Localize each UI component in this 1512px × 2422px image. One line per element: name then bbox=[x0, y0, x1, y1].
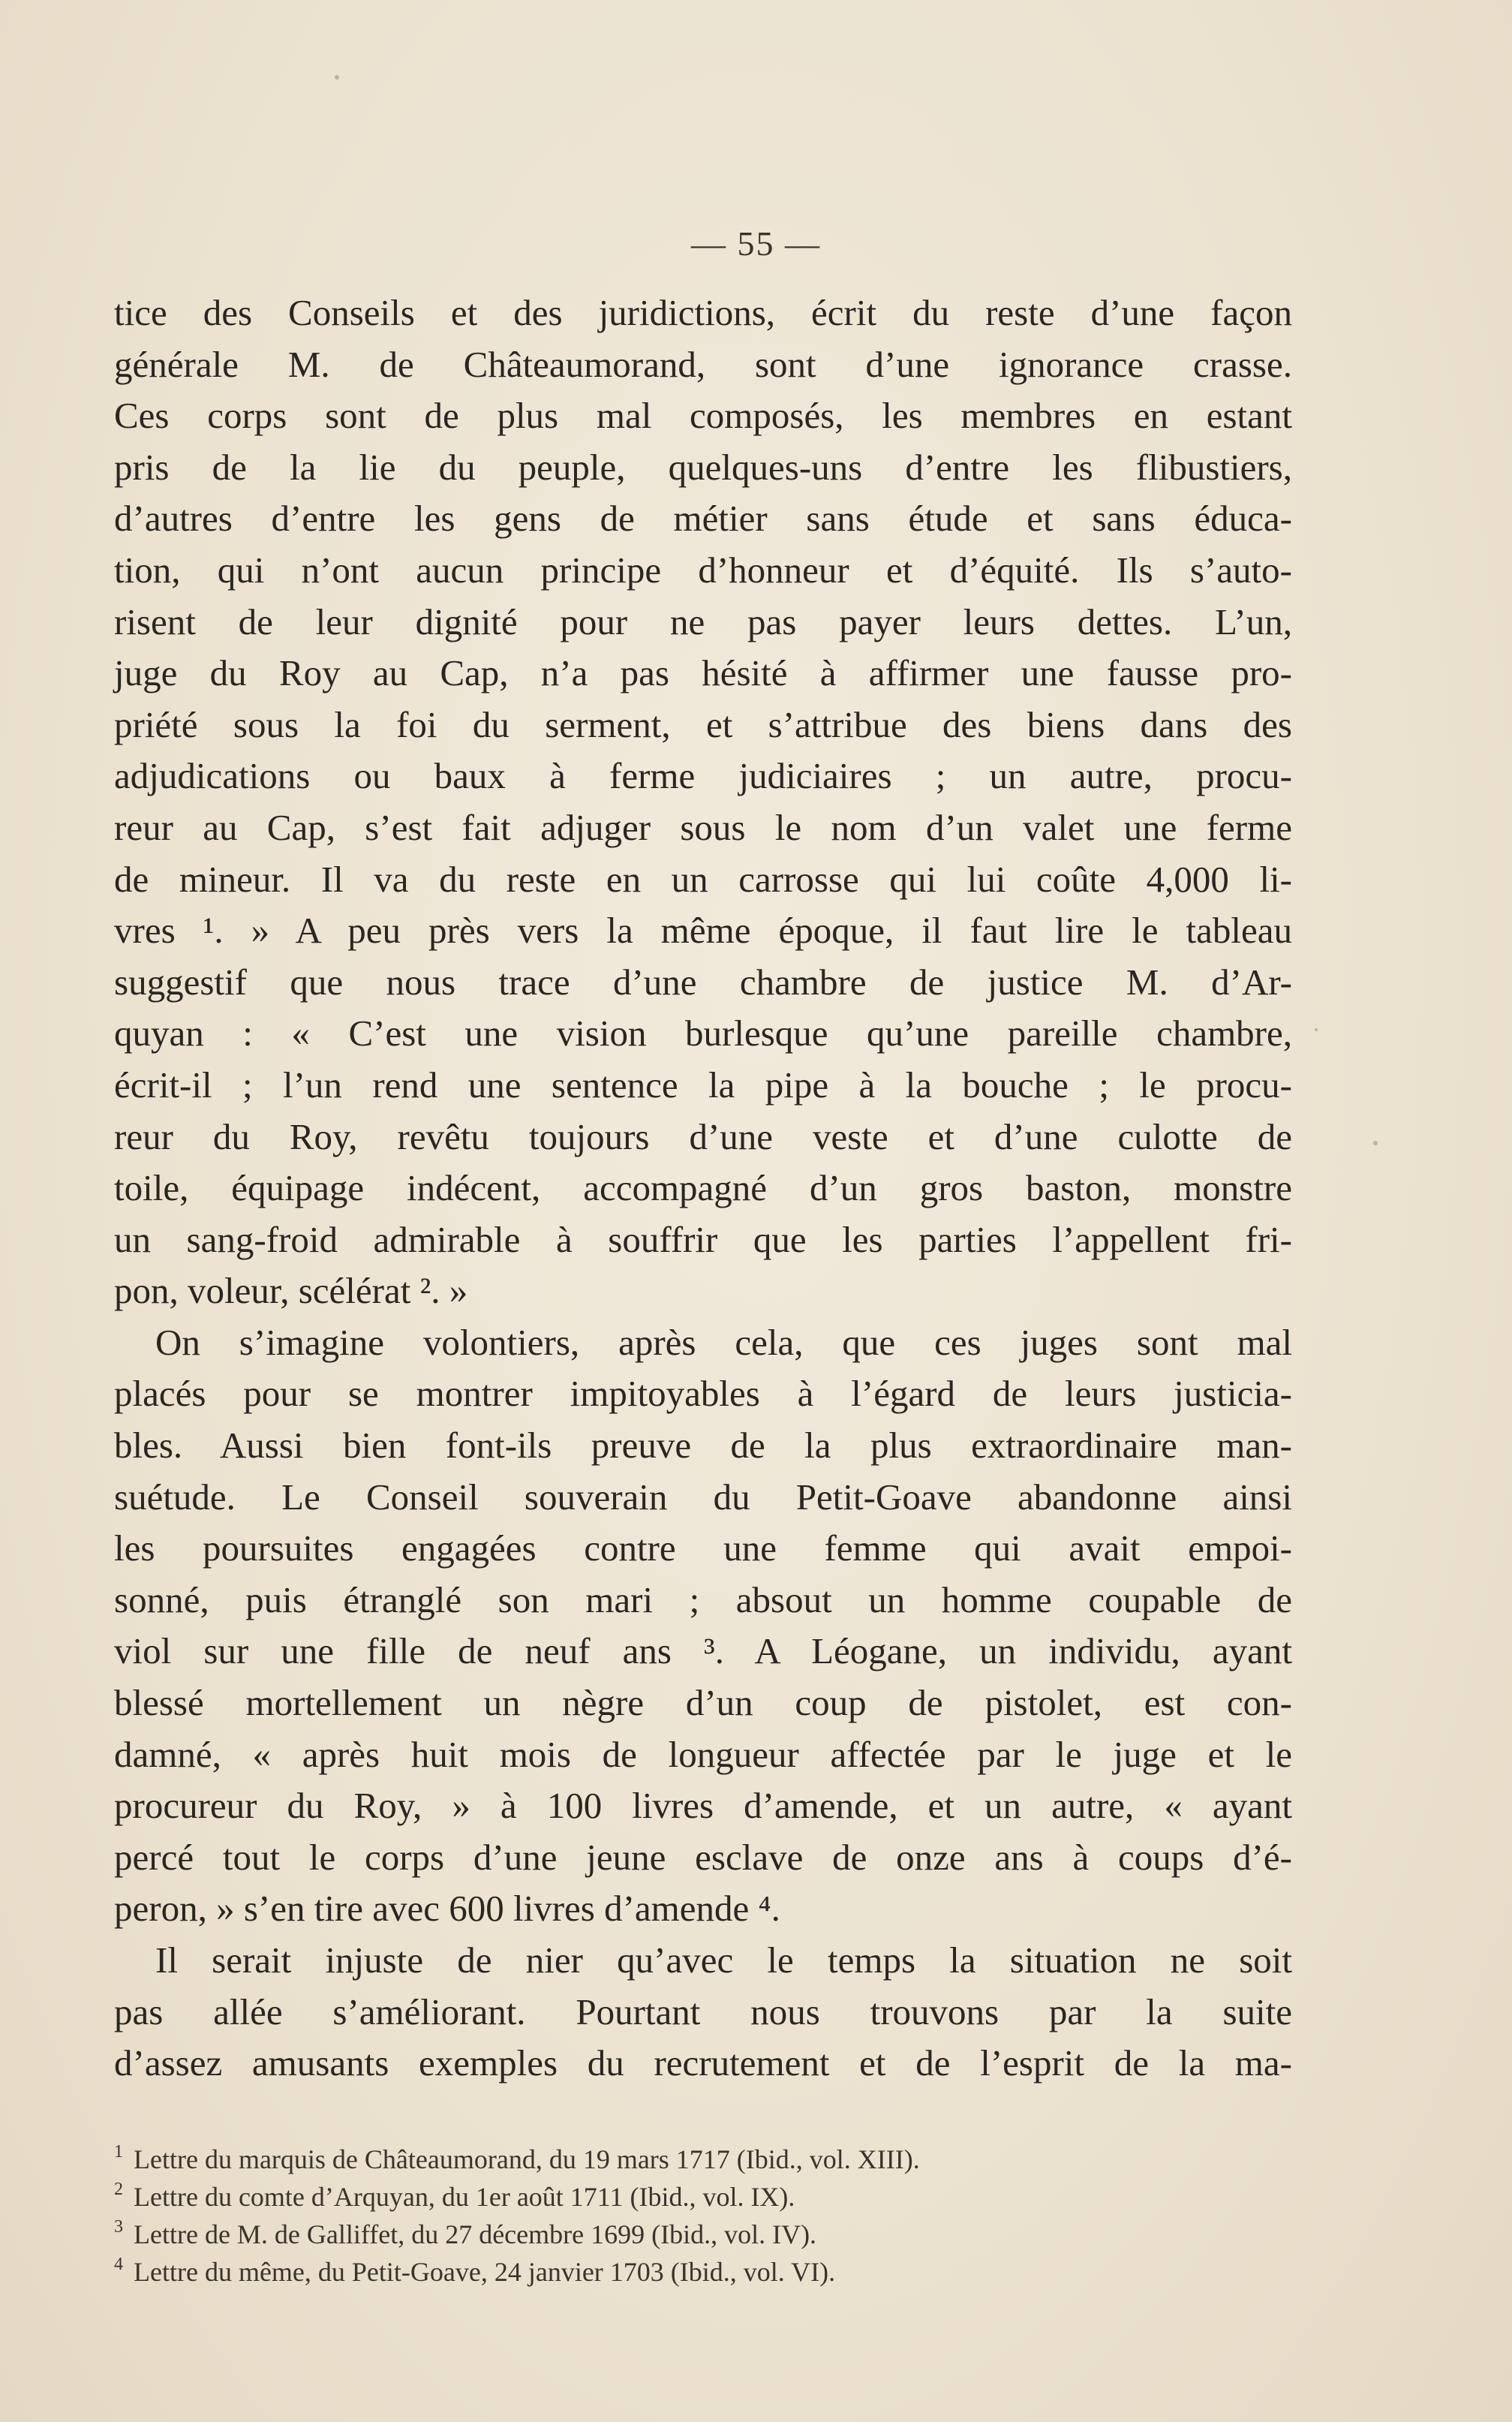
text-line: tion, qui n’ont aucun principe d’honneur et d’équité. Ils s’auto- bbox=[114, 549, 1292, 591]
text-line: procureur du Roy, » à 100 livres d’amende, et un autre, « ayant bbox=[114, 1785, 1292, 1827]
text-line: d’autres d’entre les gens de métier sans étude et sans éduca- bbox=[114, 498, 1292, 540]
text-line: risent de leur dignité pour ne pas payer leurs dettes. L’un, bbox=[114, 600, 1292, 642]
text-line: tice des Conseils et des juridictions, écrit du reste d’une façon bbox=[114, 292, 1292, 333]
paper-speck bbox=[1373, 1141, 1378, 1145]
text-line: percé tout le corps d’une jeune esclave de onze ans à coups d’é- bbox=[114, 1836, 1292, 1878]
text-line: blessé mortellement un nègre d’un coup de pistolet, est con- bbox=[114, 1682, 1292, 1724]
footnote-text: Lettre du comte d’Arquyan, du 1er août 1711 (Ibid., vol. IX). bbox=[134, 2182, 795, 2212]
text-line: suétude. Le Conseil souverain du Petit-Goave abandonne ainsi bbox=[114, 1476, 1292, 1518]
text-line: reur du Roy, revêtu toujours d’une veste et d’une culotte de bbox=[114, 1115, 1292, 1157]
text-line: écrit-il ; l’un rend une sentence la pipe à la bouche ; le procu- bbox=[114, 1064, 1292, 1106]
text-line: sonné, puis étranglé son mari ; absout un homme coupable de bbox=[114, 1578, 1292, 1620]
footnote-text: Lettre du marquis de Châteaumorand, du 19 mars 1717 (Ibid., vol. XIII). bbox=[134, 2144, 920, 2174]
text-line: générale M. de Châteaumorand, sont d’une ignorance crasse. bbox=[114, 343, 1292, 385]
text-line: Il serait injuste de nier qu’avec le temps la situation ne soit bbox=[155, 1939, 1292, 1981]
footnote bbox=[114, 2178, 1292, 2216]
text-line: peron, » s’en tire avec 600 livres d’amende ⁴. bbox=[114, 1888, 780, 1930]
text-line: pon, voleur, scélérat ². » bbox=[114, 1270, 468, 1312]
body-text bbox=[114, 287, 1292, 2090]
page-number: — 55 — bbox=[691, 224, 821, 263]
footnote-mark: 4 bbox=[114, 2255, 123, 2274]
text-line: quyan : « C’est une vision burlesque qu’une pareille chambre, bbox=[114, 1012, 1292, 1055]
text-line: reur au Cap, s’est fait adjuger sous le nom d’un valet une ferme bbox=[114, 806, 1292, 848]
text-line: damné, « après huit mois de longueur affectée par le juge et le bbox=[114, 1733, 1292, 1775]
text-line: vres ¹. » A peu près vers la même époque, il faut lire le tableau bbox=[114, 910, 1292, 952]
text-line: bles. Aussi bien font-ils preuve de la plus extraordinaire man- bbox=[114, 1425, 1292, 1467]
footnote-text: Lettre du même, du Petit-Goave, 24 janvier 1703 (Ibid., vol. VI). bbox=[134, 2257, 836, 2287]
text-line: pas allée s’améliorant. Pourtant nous trouvons par la suite bbox=[114, 1990, 1292, 2032]
footnote bbox=[114, 2141, 1292, 2178]
footnotes bbox=[114, 2141, 1292, 2291]
text-line: de mineur. Il va du reste en un carrosse qui lui coûte 4,000 li- bbox=[114, 858, 1292, 900]
paper-speck bbox=[335, 75, 339, 80]
text-line: Ces corps sont de plus mal composés, les membres en estant bbox=[114, 395, 1292, 437]
text-line: d’assez amusants exemples du recrutement et de l’esprit de la ma- bbox=[114, 2042, 1292, 2084]
text-line: adjudications ou baux à ferme judiciaires ; un autre, procu- bbox=[114, 755, 1292, 797]
text-line: les poursuites engagées contre une femme qui avait empoi- bbox=[114, 1527, 1292, 1569]
paper-speck bbox=[1315, 1028, 1318, 1031]
text-line: un sang-froid admirable à souffrir que les parties l’appellent fri- bbox=[114, 1218, 1292, 1260]
text-line: viol sur une fille de neuf ans ³. A Léogane, un individu, ayant bbox=[114, 1630, 1292, 1672]
footnote bbox=[114, 2216, 1292, 2253]
footnote-mark: 3 bbox=[114, 2217, 123, 2237]
text-line: toile, équipage indécent, accompagné d’un gros baston, monstre bbox=[114, 1167, 1292, 1209]
text-line: pris de la lie du peuple, quelques-uns d’entre les flibustiers, bbox=[114, 446, 1292, 488]
text-line: placés pour se montrer impitoyables à l’égard de leurs justicia- bbox=[114, 1373, 1292, 1415]
footnote-mark: 1 bbox=[114, 2142, 123, 2162]
footnote bbox=[114, 2253, 1292, 2291]
text-line: priété sous la foi du serment, et s’attribue des biens dans des bbox=[114, 703, 1292, 745]
footnote-mark: 2 bbox=[114, 2180, 123, 2199]
text-line: suggestif que nous trace d’une chambre de justice M. d’Ar- bbox=[114, 961, 1292, 1003]
text-line: juge du Roy au Cap, n’a pas hésité à affirmer une fausse pro- bbox=[114, 652, 1292, 694]
footnote-text: Lettre de M. de Galliffet, du 27 décembre 1699 (Ibid., vol. IV). bbox=[134, 2219, 817, 2249]
text-line: On s’imagine volontiers, après cela, que ces juges sont mal bbox=[155, 1321, 1292, 1363]
